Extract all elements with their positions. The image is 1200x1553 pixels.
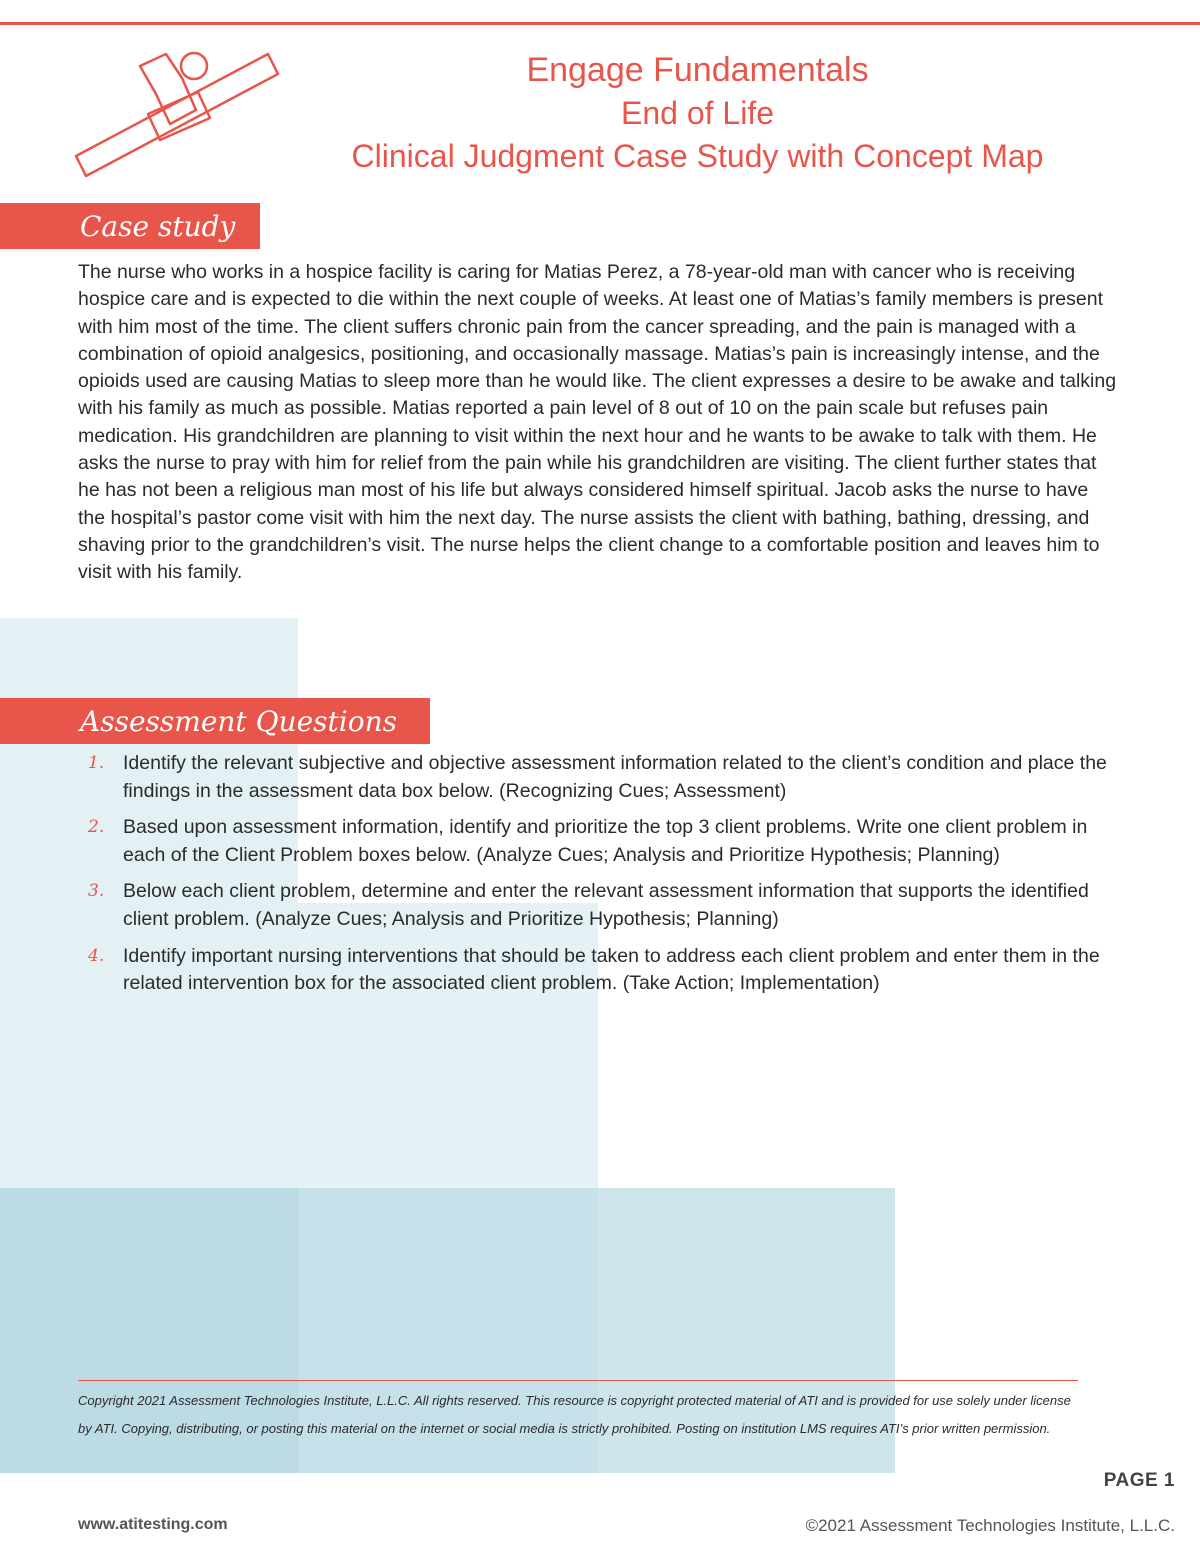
assessment-question [78, 750, 1128, 805]
question-number: 4. [88, 945, 105, 966]
assessment-question [78, 814, 1128, 869]
case-study-heading: Case study [0, 203, 260, 249]
copyright-notice: Copyright 2021 Assessment Technologies Institute, L.L.C. All rights reserved. This resource is copyright protected material of ATI and is provided for use solely under license by ATI. Copying, distributing, or posting this material on the internet or social media is strictly prohibited. Posting on institution LMS requires ATI’s prior written permission. [78, 1393, 1071, 1436]
top-rule [0, 22, 1200, 25]
question-number: 2. [88, 817, 105, 838]
question-text: Identify the relevant subjective and objective assessment information related to the client’s condition and place the findings in the assessment data box below. (Recognizing Cues; Assessment) [123, 752, 1107, 802]
footer-copyright: ©2021 Assessment Technologies Institute, L.L.C. [805, 1516, 1175, 1535]
assessment-question [78, 943, 1128, 998]
page-number: PAGE 1 [1103, 1470, 1175, 1491]
question-number: 1. [88, 753, 105, 773]
question-text: Below each client problem, determine and enter the relevant assessment information that supports the identified client problem. (Analyze Cues; Analysis and Prioritize Hypothesis; Planning) [123, 880, 1089, 930]
assessment-question [78, 878, 1128, 933]
document-title: Engage Fundamentals [526, 51, 869, 89]
case-study-text: The nurse who works in a hospice facility is caring for Matias Perez, a 78-year-old man with cancer who is receiving hospice care and is expected to die within the next couple of weeks. At least one of Matias’s family members is present with him most of the time. The client suffers chronic pain from the cancer spreading, and the pain is managed with a combination of opioid analgesics, positioning, and occasionally massage. Matias’s pain is increasingly intense, and the opioids used are causing Matias to sleep more than he would like. The client expresses a desire to be awake and talking with his family as much as possible. Matias reported a pain level of 8 out of 10 on the pain scale but refuses pain medication. His grandchildren are planning to visit within the next hour and he wants to be awake to talk with them. He asks the nurse to pray with him for relief from the pain while his grandchildren are visiting. The client further states that he has not been a religious man most of his life but always considered himself spiritual. Jacob asks the nurse to have the hospital’s pastor come visit with him the next day. The nurse assists the client with bathing, bathing, dressing, and shaving prior to the grandchildren’s visit. The nurse helps the client change to a comfortable position and leaves him to visit with his family. [78, 261, 1117, 584]
question-text: Identify important nursing interventions that should be taken to address each client problem and enter them in the related intervention box for the associated client problem. (Take Action; Implementation) [123, 944, 1100, 995]
website-link[interactable]: www.atitesting.com [78, 1516, 228, 1533]
assessment-questions-heading: Assessment Questions [0, 698, 430, 744]
footer-rule [78, 1380, 1078, 1381]
assessment-question-list [78, 750, 1128, 1007]
document-subtitle-2: Clinical Judgment Case Study with Concept Map [351, 138, 1044, 174]
question-number: 3. [88, 881, 105, 902]
document-subtitle: End of Life [621, 95, 774, 131]
question-text: Based upon assessment information, identify and prioritize the top 3 client problems. Write one client problem in each of the Client Problem boxes below. (Analyze Cues; Analysis and Prioritize Hypothesis; Planning) [123, 816, 1088, 866]
title-block [290, 48, 1105, 178]
ati-figure-logo-icon [68, 44, 280, 186]
